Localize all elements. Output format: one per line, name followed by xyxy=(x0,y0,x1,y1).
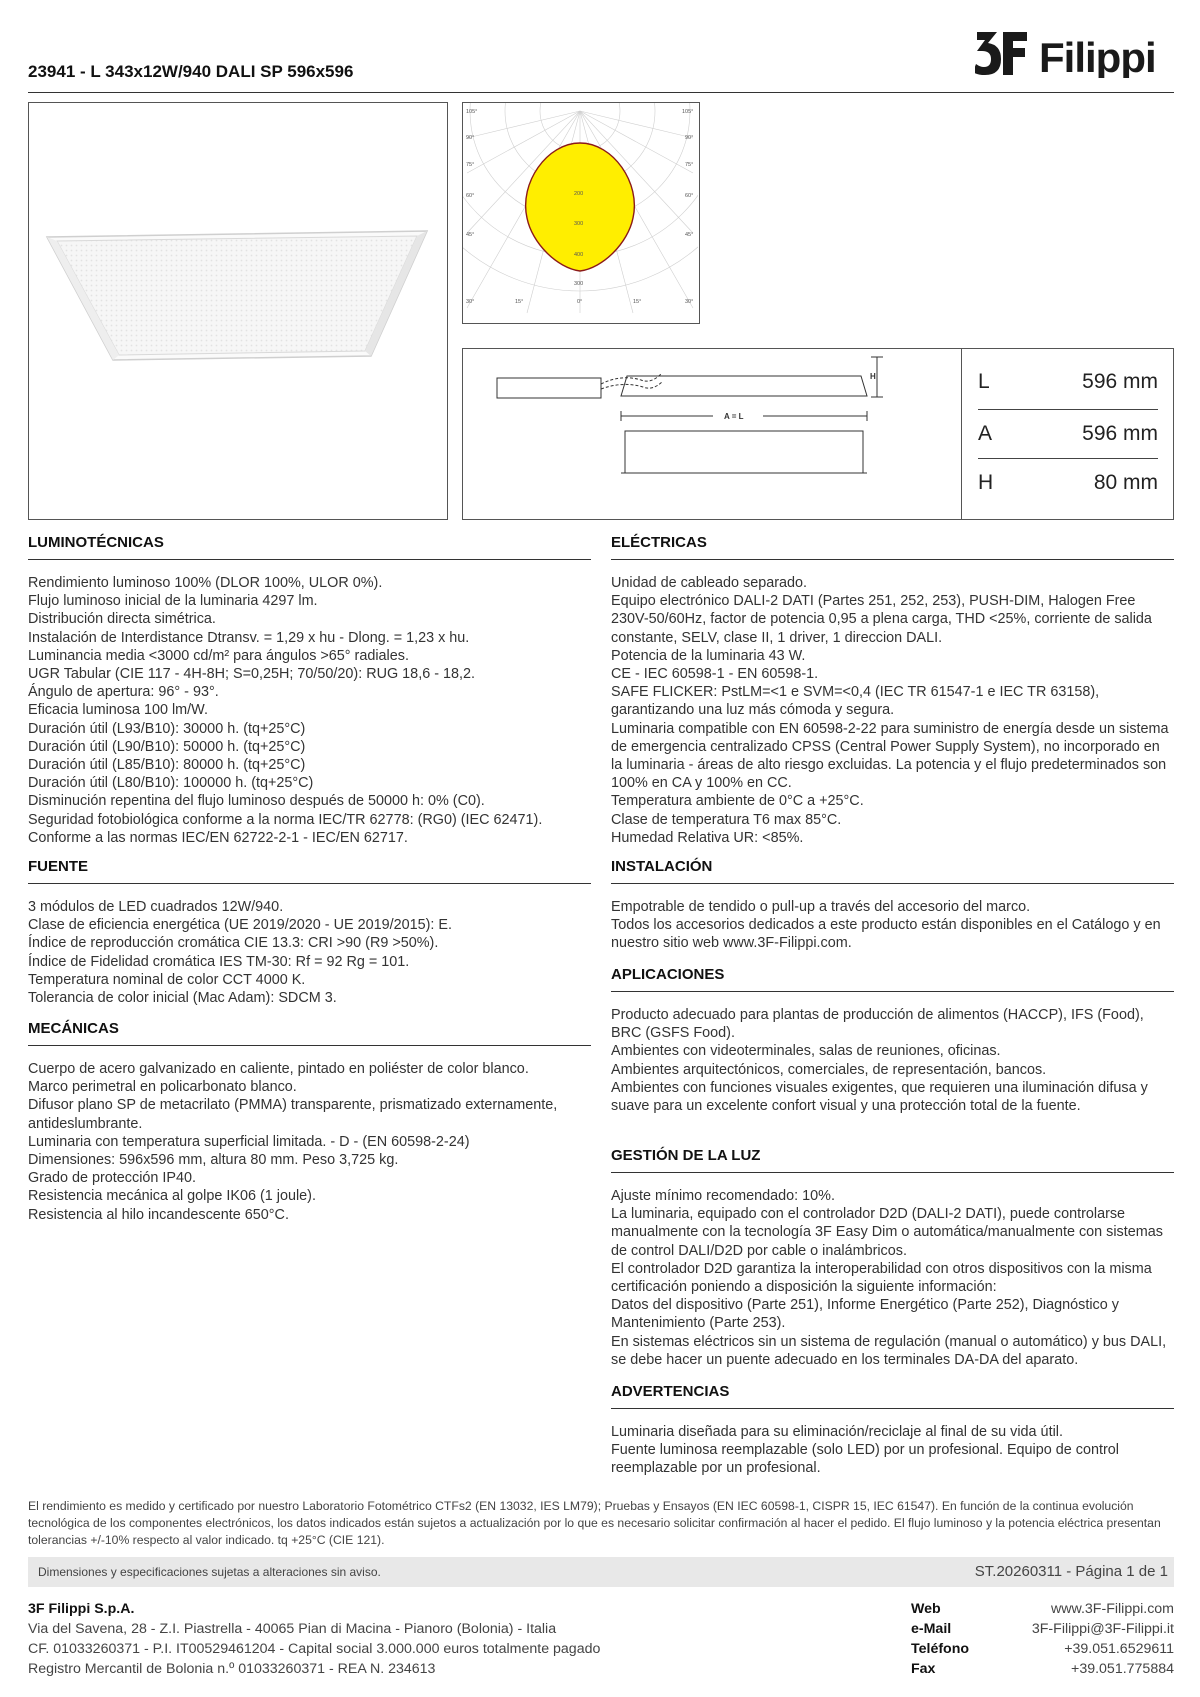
contact-row xyxy=(911,1659,1174,1679)
section-title: ADVERTENCIAS xyxy=(611,1383,1174,1409)
section-line: Rendimiento luminoso 100% (DLOR 100%, ULOR 0%). xyxy=(28,575,383,591)
section-line: Duración útil (L85/B10): 80000 h. (tq+25°C) xyxy=(28,757,306,774)
section-title: GESTIÓN DE LA LUZ xyxy=(611,1147,1174,1173)
section-line: Grado de protección IP40. xyxy=(28,1170,196,1187)
section-line: Humedad Relativa UR: <85%. xyxy=(611,829,804,846)
angle-label: 45° xyxy=(466,232,475,238)
section-body xyxy=(28,574,591,847)
section-line: Clase de eficiencia energética (UE 2019/2020 - UE 2019/2015): E. xyxy=(28,917,452,934)
section-advertencias xyxy=(611,1383,1174,1478)
section-luminotecnicas xyxy=(28,534,591,847)
section-line: Ajuste mínimo recomendado: 10%. xyxy=(611,1188,835,1204)
contact-key: Teléfono xyxy=(911,1641,970,1657)
contact-row xyxy=(911,1639,1174,1659)
section-gestion-luz xyxy=(611,1147,1174,1369)
section-electricas xyxy=(611,534,1174,847)
company-fiscal: CF. 01033260371 - P.I. IT00529461204 - Capital social 3.000.000 euros totalmente pagado xyxy=(28,1641,601,1657)
section-line: Dimensiones: 596x596 mm, altura 80 mm. Peso 3,725 kg. xyxy=(28,1152,399,1169)
section-title: FUENTE xyxy=(28,858,591,884)
dimension-row xyxy=(978,358,1158,406)
photometric-polar-diagram xyxy=(462,102,700,324)
angle-label: 75° xyxy=(466,162,475,168)
email-link[interactable]: 3F-Filippi@3F-Filippi.it xyxy=(1031,1621,1174,1637)
angle-label: 30° xyxy=(685,299,694,305)
dimension-value: 596 mm xyxy=(1082,422,1158,445)
section-body xyxy=(28,898,591,1007)
product-photo xyxy=(28,102,448,520)
page-info: ST.20260311 - Página 1 de 1 xyxy=(974,1563,1168,1580)
company-name: 3F Filippi S.p.A. xyxy=(28,1601,135,1617)
section-line: Ángulo de apertura: 96° - 93°. xyxy=(28,684,219,701)
section-line: Marco perimetral en policarbonato blanco. xyxy=(28,1079,297,1096)
angle-label: 15° xyxy=(515,299,524,305)
disclaimer-bar xyxy=(28,1557,1174,1587)
contact-key: Web xyxy=(911,1601,941,1617)
section-instalacion xyxy=(611,858,1174,953)
section-line: Luminaria compatible con EN 60598-2-22 para suministro de energía desde un sistema de emergencia centralizado CPSS (Central Power Supply System), no incorporado en la luminaria - áreas de alto riesgo excluidas. La potencia y el flujo predeterminados son 100% en CA y 100% en CC. xyxy=(611,720,1169,792)
section-body xyxy=(28,1060,591,1224)
dimension-key: H xyxy=(978,471,994,494)
fax-number: +39.051.775884 xyxy=(1071,1661,1174,1677)
angle-label: 0° xyxy=(577,299,583,305)
section-title: ELÉCTRICAS xyxy=(611,534,1174,560)
section-line: Flujo luminoso inicial de la luminaria 4297 lm. xyxy=(28,593,318,610)
dimension-key: L xyxy=(978,370,990,393)
section-line: Temperatura ambiente de 0°C a +25°C. xyxy=(611,793,864,810)
section-line: Clase de temperatura T6 max 85°C. xyxy=(611,811,842,828)
section-title: MECÁNICAS xyxy=(28,1020,591,1046)
section-line: Luminaria diseñada para su eliminación/reciclaje al final de su vida útil. xyxy=(611,1424,1063,1440)
angle-label: 105° xyxy=(466,109,478,115)
section-line: Datos del dispositivo (Parte 251), Informe Energético (Parte 252), Diagnóstico y Mantenimiento (Parte 253). xyxy=(611,1297,1119,1332)
section-line: SAFE FLICKER: PstLM=<1 e SVM=<0,4 (IEC TR 61547-1 e IEC TR 63158), garantizando una luz más cómoda y segura. xyxy=(611,684,1100,719)
section-line: El controlador D2D garantiza la interoperabilidad con otros dispositivos con la misma certificación poniendo a disposición la siguiente información: xyxy=(611,1260,1152,1296)
footnote: El rendimiento es medido y certificado por nuestro Laboratorio Fotométrico CTFs2 (EN 13032, IES LM79); Pruebas y Ensayos (EN IEC 60598-1, CISPR 15, IEC 61547). En función de la continua evolución tecnológica de los componentes electrónicos, los datos indicados están sujetos a actualización por lo que es necesario solicitar confirmación al hacer el pedido. El flujo luminoso y la potencia eléctrica presentan tolerancias +/-10% respecto al valor indicado. tq +25°C (CIE 121). xyxy=(28,1499,1161,1547)
section-line: Ambientes con funciones visuales exigentes, que requieren una iluminación difusa y suave para un excelente confort visual y una protección total de la fuente. xyxy=(611,1079,1148,1115)
brand-wordmark: Filippi xyxy=(1039,34,1156,78)
phone-number: +39.051.6529611 xyxy=(1064,1641,1174,1657)
dimension-value: 80 mm xyxy=(1093,471,1158,494)
section-line: Índice de reproducción cromática CIE 13.3: CRI >90 (R9 >50%). xyxy=(28,935,439,952)
section-line: Instalación de Interdistance Dtransv. = 1,29 x hu - Dlong. = 1,23 x hu. xyxy=(28,629,470,646)
section-line: Ambientes arquitectónicos, comerciales, de representación, bancos. xyxy=(611,1061,1047,1078)
section-line: Fuente luminosa reemplazable (solo LED) por un profesional. Equipo de control reemplazable por un profesional. xyxy=(611,1442,1119,1477)
section-line: Unidad de cableado separado. xyxy=(611,575,808,591)
company-address: Via del Savena, 28 - Z.I. Piastrella - 40065 Pian di Macina - Pianoro (Bolonia) - Italia xyxy=(28,1621,557,1637)
angle-label: 30° xyxy=(466,299,475,305)
angle-label: 45° xyxy=(685,232,694,238)
section-line: Duración útil (L90/B10): 50000 h. (tq+25°C) xyxy=(28,738,306,755)
dimension-key: A xyxy=(978,422,993,445)
section-body xyxy=(611,1423,1174,1478)
section-line: Índice de Fidelidad cromática IES TM-30: Rf = 92 Rg = 101. xyxy=(28,953,410,970)
height-dimension-label: H xyxy=(870,372,876,381)
radial-label: 200 xyxy=(574,191,584,197)
section-line: Empotrable de tendido o pull-up a través del accesorio del marco. xyxy=(611,899,1031,915)
angle-label: 15° xyxy=(633,299,642,305)
section-line: Luminaria con temperatura superficial limitada. - D - (EN 60598-2-24) xyxy=(28,1133,470,1150)
section-line: Todos los accesorios dedicados a este producto están disponibles en el Catálogo y en nuestro sitio web www.3F-Filippi.com. xyxy=(611,917,1161,952)
section-line: Tolerancia de color inicial (Mac Adam): SDCM 3. xyxy=(28,990,337,1007)
section-aplicaciones xyxy=(611,966,1174,1115)
section-title: APLICACIONES xyxy=(611,966,1174,992)
disclaimer-text: Dimensiones y especificaciones sujetas a alteraciones sin aviso. xyxy=(38,1565,381,1579)
dimension-value: 596 mm xyxy=(1082,370,1158,393)
section-title: INSTALACIÓN xyxy=(611,858,1174,884)
dimension-row xyxy=(978,459,1158,507)
brand-logo xyxy=(975,26,1175,78)
section-line: Distribución directa simétrica. xyxy=(28,611,216,628)
section-line: Ambientes con videoterminales, salas de reuniones, oficinas. xyxy=(611,1043,1001,1060)
section-line: Luminancia media <3000 cd/m² para ángulos >65° radiales. xyxy=(28,647,409,664)
section-line: Producto adecuado para plantas de producción de alimentos (HACCP), IFS (Food), BRC (GSFS Food). xyxy=(611,1007,1144,1042)
section-line: La luminaria, equipado con el controlador D2D (DALI-2 DATI), puede controlarse manualmente con la tecnología 3F Easy Dim o automática/manualmente con sistemas de control DALI/D2D por cable o inalámbricos. xyxy=(611,1206,1163,1259)
angle-label: 90° xyxy=(466,135,475,141)
angle-label: 60° xyxy=(685,193,694,199)
section-line: Potencia de la luminaria 43 W. xyxy=(611,647,806,664)
section-line: Resistencia mecánica al golpe IK06 (1 joule). xyxy=(28,1188,316,1205)
section-title: LUMINOTÉCNICAS xyxy=(28,534,591,560)
radial-label: 400 xyxy=(574,252,584,258)
section-body xyxy=(611,1006,1174,1115)
contact-key: e-Mail xyxy=(911,1621,952,1637)
contact-info xyxy=(911,1599,1174,1679)
contact-key: Fax xyxy=(911,1661,936,1677)
contact-row xyxy=(911,1619,1174,1639)
angle-label: 90° xyxy=(685,135,694,141)
angle-label: 105° xyxy=(682,109,694,115)
section-line: Cuerpo de acero galvanizado en caliente, pintado en poliéster de color blanco. xyxy=(28,1061,529,1077)
company-registry: Registro Mercantil de Bolonia n.º 01033260371 - REA N. 234613 xyxy=(28,1661,436,1677)
section-line: Seguridad fotobiológica conforme a la norma IEC/TR 62778: (RG0) (IEC 62471). xyxy=(28,811,543,828)
radial-label: 300 xyxy=(574,281,584,287)
header-divider xyxy=(28,92,1174,93)
section-line: CE - IEC 60598-1 - EN 60598-1. xyxy=(611,666,819,683)
section-line: Duración útil (L93/B10): 30000 h. (tq+25°C) xyxy=(28,720,306,737)
dimension-row xyxy=(978,410,1158,458)
section-body xyxy=(611,1187,1174,1369)
section-line: 3 módulos de LED cuadrados 12W/940. xyxy=(28,899,284,915)
web-link[interactable]: www.3F-Filippi.com xyxy=(1051,1601,1174,1617)
angle-label: 75° xyxy=(685,162,694,168)
section-line: UGR Tabular (CIE 117 - 4H-8H; S=0,25H; 70/50/20): RUG 18,6 - 18,2. xyxy=(28,666,475,683)
width-dimension-label: A = L xyxy=(724,412,744,421)
radial-label: 300 xyxy=(574,221,584,227)
section-body xyxy=(611,898,1174,953)
section-line: En sistemas eléctricos sin un sistema de regulación (manual o automático) y bus DALI, se debe hacer un puente adecuado en los terminales DA-DA del aparato. xyxy=(611,1333,1167,1368)
section-line: Temperatura nominal de color CCT 4000 K. xyxy=(28,971,306,988)
section-line: Difusor plano SP de metacrilato (PMMA) transparente, prismatizado externamente, antideslumbrante. xyxy=(28,1097,558,1132)
section-line: Disminución repentina del flujo luminoso después de 50000 h: 0% (C0). xyxy=(28,793,485,810)
section-line: Equipo electrónico DALI-2 DATI (Partes 251, 252, 253), PUSH-DIM, Halogen Free 230V-50/60Hz, factor de potencia 0,95 a plena carga, THD <25%, corriente de salida constante, SELV, clase II, 1 driver, 1 direccion DALI. xyxy=(611,593,1152,646)
section-line: Eficacia luminosa 100 lm/W. xyxy=(28,702,208,719)
section-line: Conforme a las normas IEC/EN 62722-2-1 - IEC/EN 62717. xyxy=(28,829,408,846)
dimensions-table xyxy=(961,348,1174,520)
company-info xyxy=(28,1599,728,1679)
angle-label: 60° xyxy=(466,193,475,199)
section-mecanicas xyxy=(28,1020,591,1224)
section-line: Resistencia al hilo incandescente 650°C. xyxy=(28,1206,289,1223)
section-line: Duración útil (L80/B10): 100000 h. (tq+25°C) xyxy=(28,775,314,792)
contact-row xyxy=(911,1599,1174,1619)
section-fuente xyxy=(28,858,591,1007)
product-title: 23941 - L 343x12W/940 DALI SP 596x596 xyxy=(28,62,354,81)
section-body xyxy=(611,574,1174,847)
